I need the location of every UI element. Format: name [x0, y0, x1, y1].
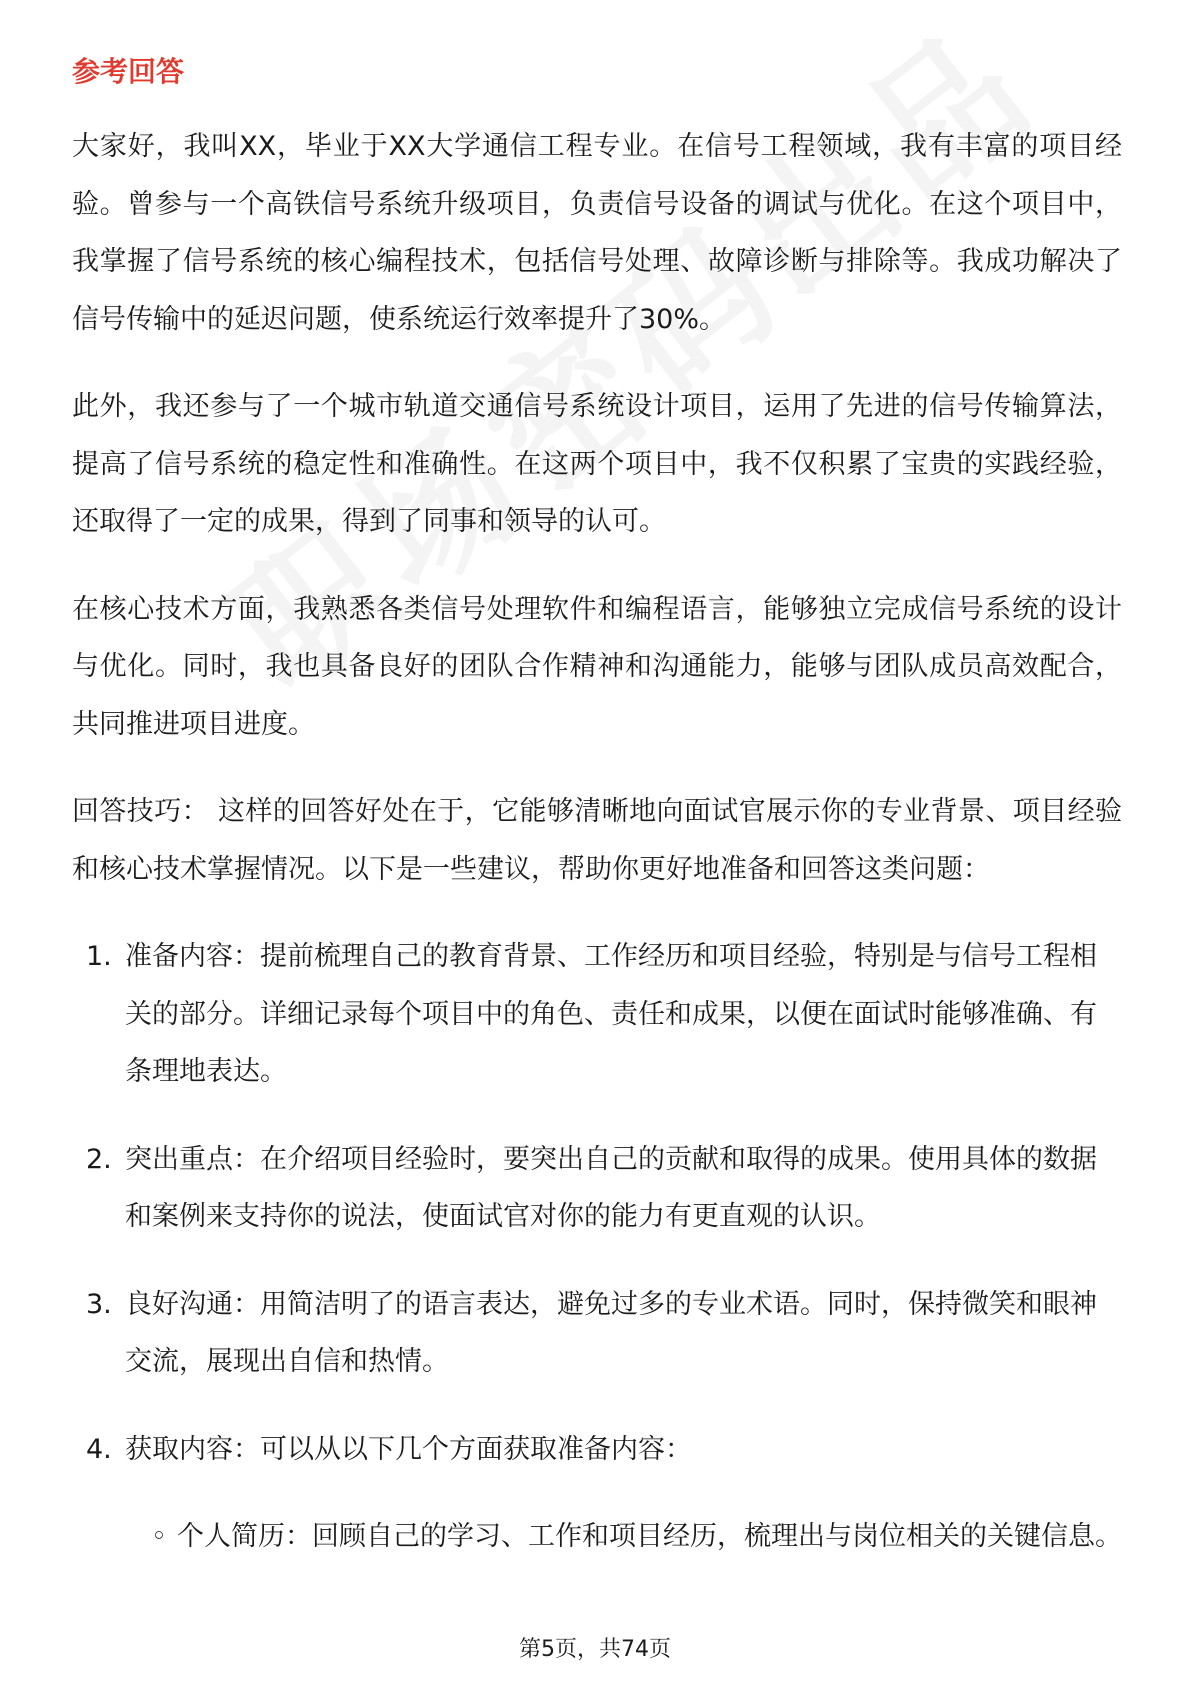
page-number: 第5页，共74页	[519, 1637, 671, 1662]
tips-list	[72, 928, 1122, 1478]
list-item	[72, 928, 1122, 1101]
paragraph-intro: 大家好，我叫XX，毕业于XX大学通信工程专业。在信号工程领域，我有丰富的项目经验。曾参与一个高铁信号系统升级项目，负责信号设备的调试与优化。在这个项目中，我掌握了信号系统的核心编程技术，包括信号处理、故障诊断与排除等。我成功解决了信号传输中的延迟问题，使系统运行效率提升了30%。	[72, 131, 1122, 335]
list-item-text: 突出重点：在介绍项目经验时，要突出自己的贡献和取得的成果。使用具体的数据和案例来支持你的说法，使面试官对你的能力有更直观的认识。	[125, 1143, 1097, 1232]
list-item-text: 获取内容：可以从以下几个方面获取准备内容：	[125, 1433, 692, 1465]
sub-list-item	[72, 1508, 1122, 1566]
list-number: 3.	[86, 1288, 112, 1320]
section-heading: 参考回答	[72, 55, 185, 88]
list-item	[72, 1276, 1122, 1391]
list-item-text: 良好沟通：用简洁明了的语言表达，避免过多的专业术语。同时，保持微笑和眼神交流，展现出自信和热情。	[125, 1288, 1097, 1377]
sub-list-item-text: 个人简历：回顾自己的学习、工作和项目经历，梳理出与岗位相关的关键信息。	[177, 1521, 1122, 1552]
paragraph-projects: 此外，我还参与了一个城市轨道交通信号系统设计项目，运用了先进的信号传输算法，提高了信号系统的稳定性和准确性。在这两个项目中，我不仅积累了宝贵的实践经验，还取得了一定的成果，得到了同事和领导的认可。	[72, 391, 1122, 537]
list-number: 1.	[86, 941, 112, 972]
list-item-text: 准备内容：提前梳理自己的教育背景、工作经历和项目经验，特别是与信号工程相关的部分。详细记录每个项目中的角色、责任和成果，以便在面试时能够准确、有条理地表达。	[125, 941, 1097, 1087]
paragraph-skills: 在核心技术方面，我熟悉各类信号处理软件和编程语言，能够独立完成信号系统的设计与优化。同时，我也具备良好的团队合作精神和沟通能力，能够与团队成员高效配合，共同推进项目进度。	[72, 593, 1122, 740]
page-content	[72, 48, 1122, 1566]
list-item	[72, 1421, 1122, 1479]
paragraph-tips: 回答技巧： 这样的回答好处在于，它能够清晰地向面试官展示你的专业背景、项目经验和核心技术掌握情况。以下是一些建议，帮助你更好地准备和回答这类问题：	[72, 796, 1122, 885]
list-number: 2.	[86, 1143, 112, 1175]
list-number: 4.	[86, 1433, 112, 1465]
bullet-icon: ◦	[151, 1521, 167, 1552]
list-item	[72, 1131, 1122, 1246]
